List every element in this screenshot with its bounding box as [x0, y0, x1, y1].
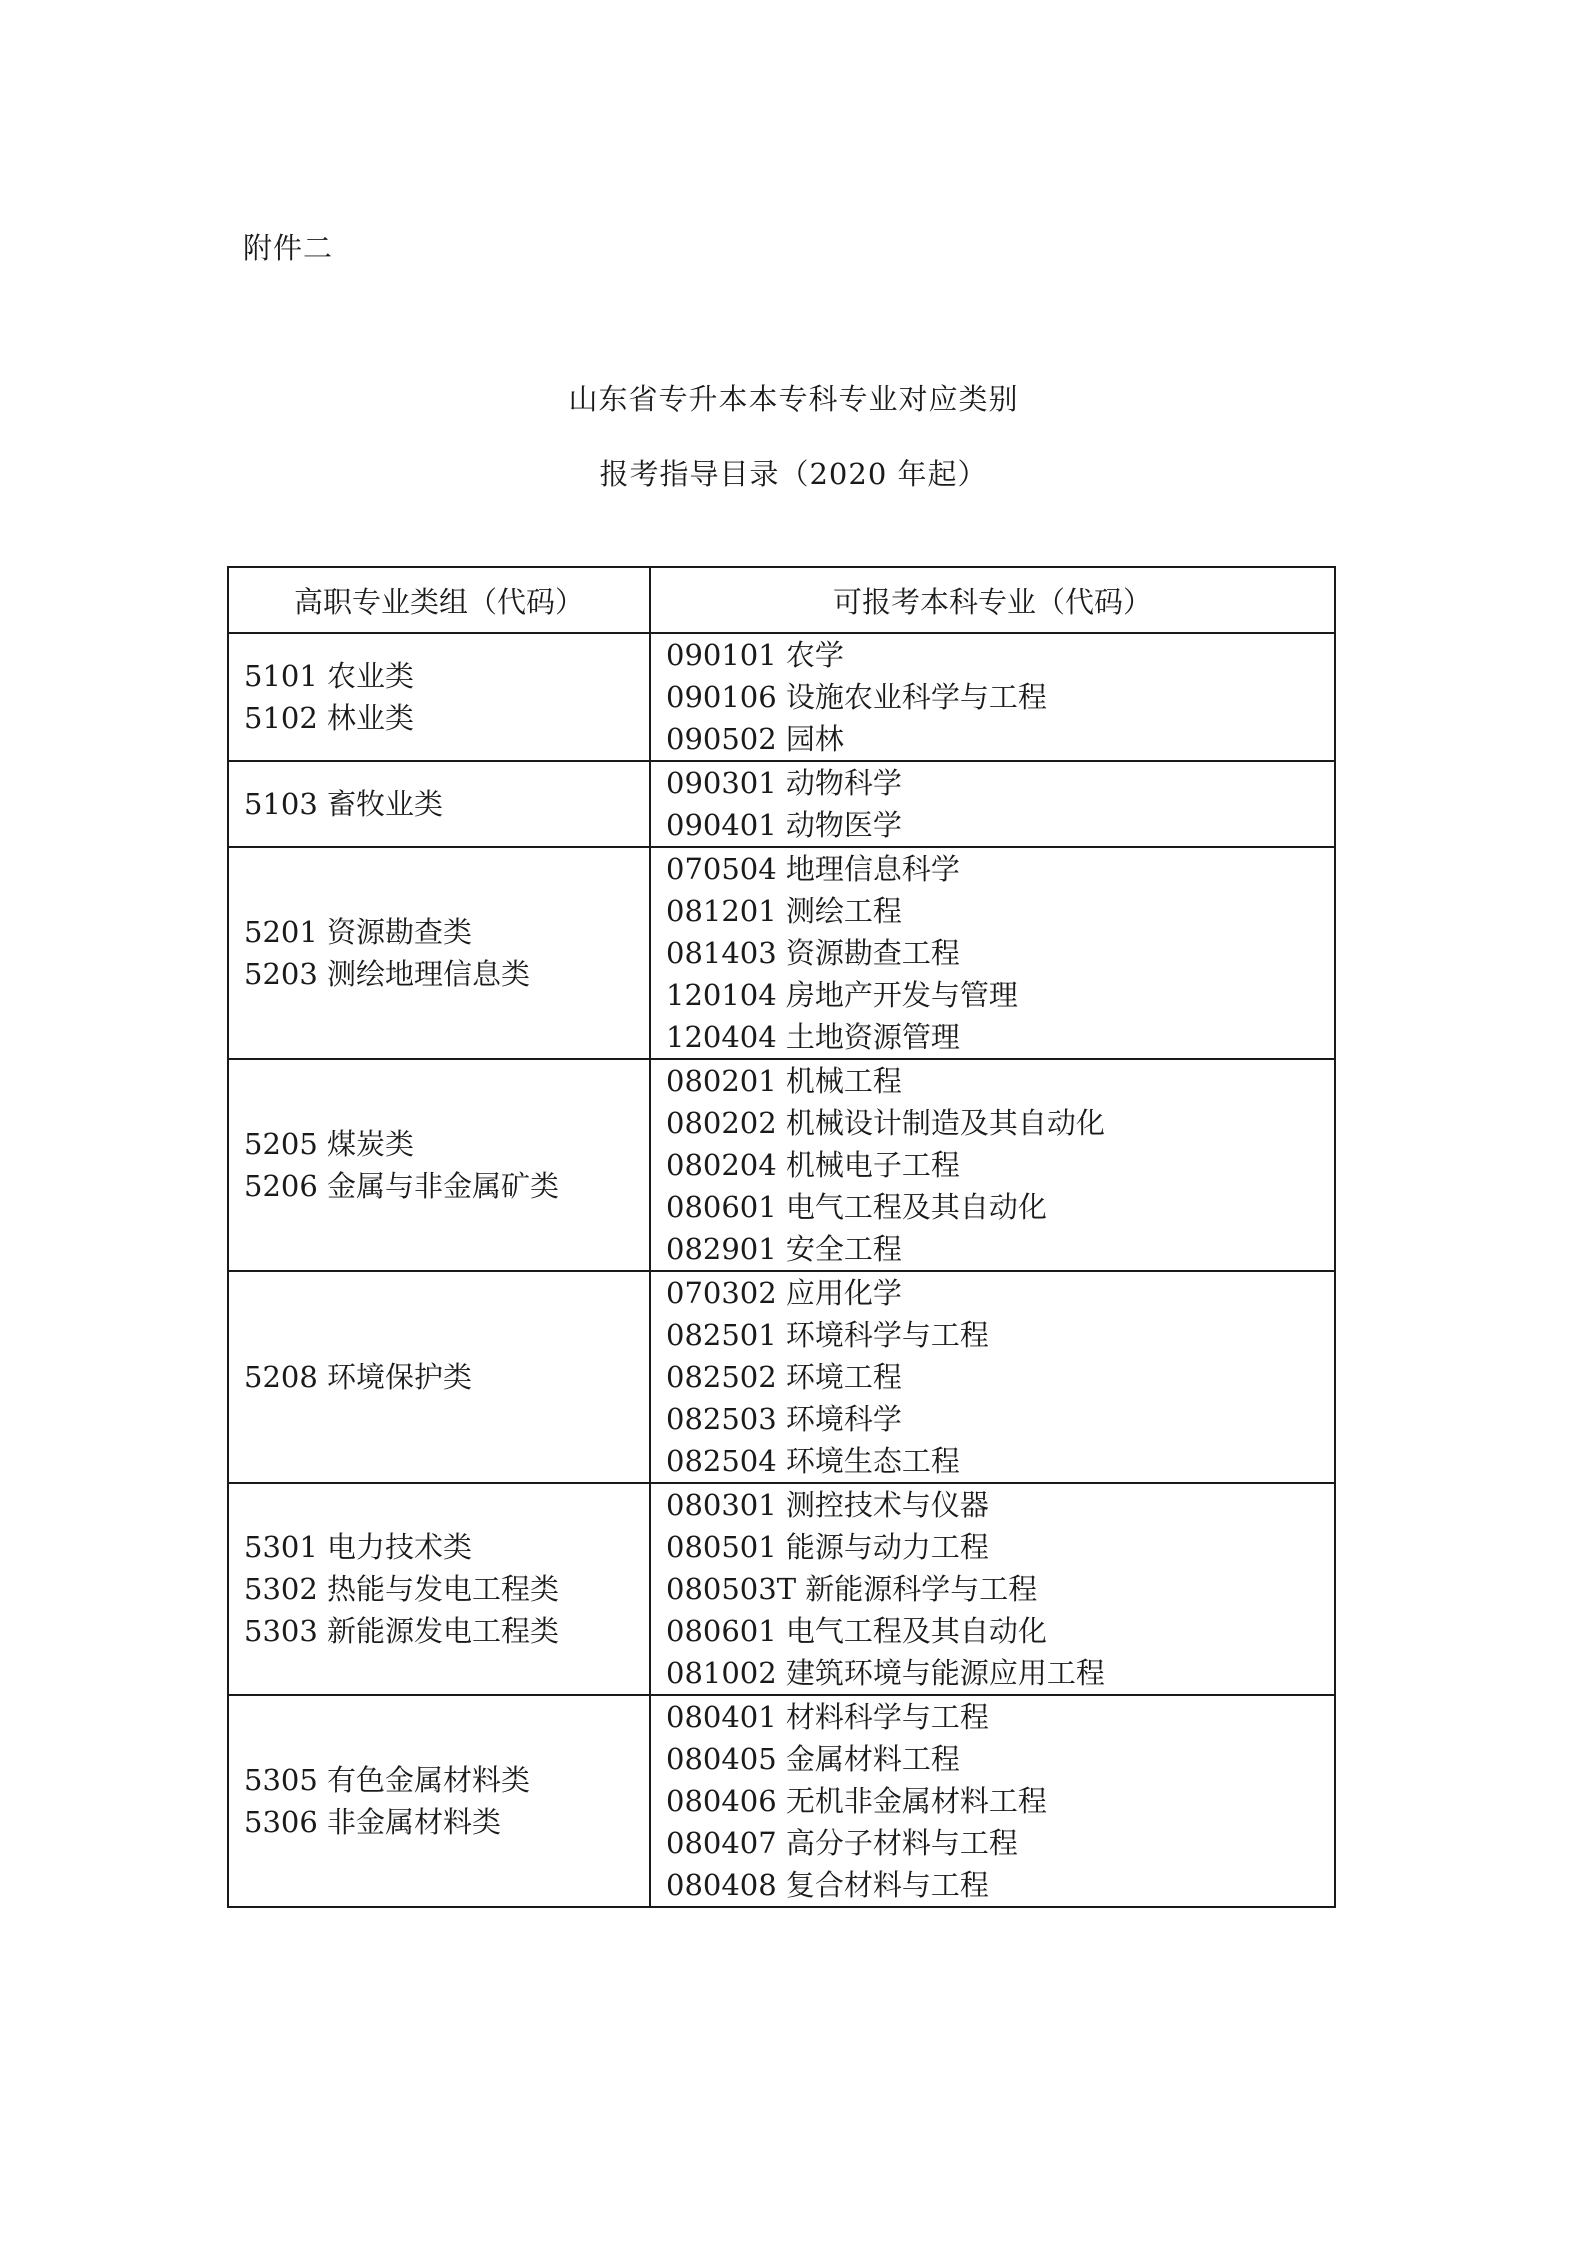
undergraduate-major-item: 082504 环境生态工程 — [666, 1444, 960, 1478]
undergraduate-major-cell — [650, 761, 1335, 847]
undergraduate-major-item: 070302 应用化学 — [666, 1276, 902, 1310]
vocational-group-item: 5103 畜牧业类 — [244, 787, 444, 821]
undergraduate-major-cell — [650, 1059, 1335, 1271]
vocational-group-cell — [228, 1271, 650, 1483]
vocational-group-item: 5306 非金属材料类 — [244, 1805, 502, 1839]
vocational-group-item: 5305 有色金属材料类 — [244, 1763, 531, 1797]
vocational-group-item: 5206 金属与非金属矿类 — [244, 1169, 560, 1203]
undergraduate-major-item: 080407 高分子材料与工程 — [666, 1826, 1018, 1860]
vocational-group-item: 5303 新能源发电工程类 — [244, 1614, 560, 1648]
undergraduate-major-item: 082503 环境科学 — [666, 1402, 902, 1436]
header-undergraduate-major: 可报考本科专业（代码） — [650, 567, 1335, 633]
undergraduate-major-item: 080406 无机非金属材料工程 — [666, 1784, 1047, 1818]
undergraduate-major-item: 090502 园林 — [666, 722, 844, 756]
vocational-group-cell — [228, 761, 650, 847]
undergraduate-major-item: 090401 动物医学 — [666, 808, 902, 842]
undergraduate-major-cell — [650, 1483, 1335, 1695]
undergraduate-major-item: 082901 安全工程 — [666, 1232, 902, 1266]
document-title-line2: 报考指导目录（2020 年起） — [599, 457, 988, 491]
vocational-group-item: 5208 环境保护类 — [244, 1360, 473, 1394]
table-row — [228, 1695, 1335, 1907]
undergraduate-major-cell — [650, 1695, 1335, 1907]
undergraduate-major-item: 080501 能源与动力工程 — [666, 1530, 989, 1564]
table-row — [228, 1271, 1335, 1483]
undergraduate-major-item: 080202 机械设计制造及其自动化 — [666, 1106, 1105, 1140]
vocational-group-cell — [228, 1483, 650, 1695]
vocational-group-item: 5101 农业类 — [244, 659, 415, 693]
table-row — [228, 761, 1335, 847]
table-row — [228, 633, 1335, 761]
undergraduate-major-item: 080601 电气工程及其自动化 — [666, 1190, 1047, 1224]
table-header-row — [228, 567, 1335, 633]
attachment-label: 附件二 — [243, 231, 334, 265]
undergraduate-major-item: 081201 测绘工程 — [666, 894, 902, 928]
table-row — [228, 1059, 1335, 1271]
vocational-group-item: 5301 电力技术类 — [244, 1530, 473, 1564]
header-vocational-group: 高职专业类组（代码） — [228, 567, 650, 633]
vocational-group-item: 5205 煤炭类 — [244, 1127, 415, 1161]
vocational-group-item: 5302 热能与发电工程类 — [244, 1572, 560, 1606]
table-body — [228, 633, 1335, 1907]
undergraduate-major-item: 080408 复合材料与工程 — [666, 1868, 989, 1902]
undergraduate-major-item: 080405 金属材料工程 — [666, 1742, 960, 1776]
document-title-line1: 山东省专升本本专科专业对应类别 — [568, 382, 1019, 416]
table-row — [228, 1483, 1335, 1695]
undergraduate-major-item: 082502 环境工程 — [666, 1360, 902, 1394]
undergraduate-major-cell — [650, 847, 1335, 1059]
undergraduate-major-item: 080204 机械电子工程 — [666, 1148, 960, 1182]
undergraduate-major-cell — [650, 1271, 1335, 1483]
undergraduate-major-item: 081403 资源勘查工程 — [666, 936, 960, 970]
undergraduate-major-cell — [650, 633, 1335, 761]
vocational-group-item: 5201 资源勘查类 — [244, 915, 473, 949]
vocational-group-cell — [228, 1695, 650, 1907]
vocational-group-item: 5203 测绘地理信息类 — [244, 957, 531, 991]
major-mapping-table — [227, 566, 1336, 1908]
vocational-group-cell — [228, 847, 650, 1059]
table-row — [228, 847, 1335, 1059]
undergraduate-major-item: 070504 地理信息科学 — [666, 852, 960, 886]
undergraduate-major-item: 080301 测控技术与仪器 — [666, 1488, 989, 1522]
undergraduate-major-item: 120104 房地产开发与管理 — [666, 978, 1018, 1012]
undergraduate-major-item: 090301 动物科学 — [666, 766, 902, 800]
undergraduate-major-item: 080503T 新能源科学与工程 — [666, 1572, 1038, 1606]
undergraduate-major-item: 090101 农学 — [666, 638, 844, 672]
undergraduate-major-item: 080401 材料科学与工程 — [666, 1700, 989, 1734]
undergraduate-major-item: 081002 建筑环境与能源应用工程 — [666, 1656, 1105, 1690]
undergraduate-major-item: 120404 土地资源管理 — [666, 1020, 960, 1054]
undergraduate-major-item: 082501 环境科学与工程 — [666, 1318, 989, 1352]
vocational-group-cell — [228, 1059, 650, 1271]
vocational-group-cell — [228, 633, 650, 761]
undergraduate-major-item: 080201 机械工程 — [666, 1064, 902, 1098]
vocational-group-item: 5102 林业类 — [244, 701, 415, 735]
undergraduate-major-item: 080601 电气工程及其自动化 — [666, 1614, 1047, 1648]
undergraduate-major-item: 090106 设施农业科学与工程 — [666, 680, 1047, 714]
